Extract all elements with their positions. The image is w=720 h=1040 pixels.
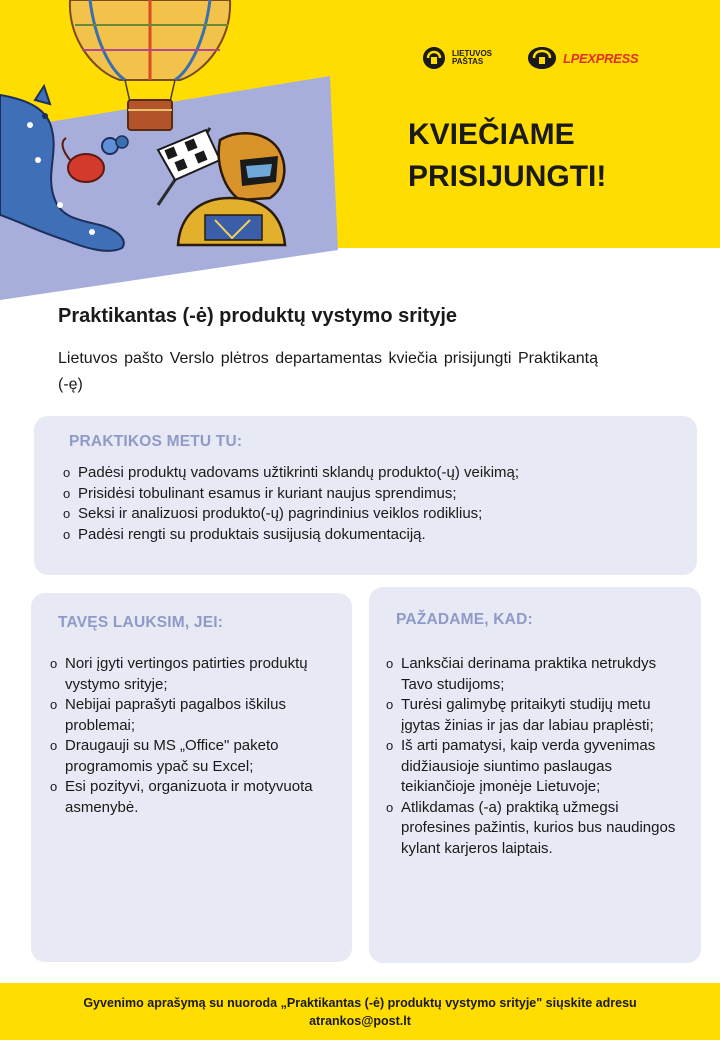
list-item: o Seksi ir analizuosi produkto(-ų) pagrindinius veiklos rodiklius;	[63, 504, 683, 525]
bullet-icon: o	[386, 697, 394, 712]
hero-banner	[0, 0, 720, 300]
list-item: o Nebijai paprašyti pagalbos iškilus problemai;	[50, 696, 286, 734]
bullet-icon: o	[386, 738, 394, 753]
logo-lietuvos-text: LIETUVOS	[452, 49, 493, 58]
bullet-icon: o	[63, 465, 71, 480]
logo-pastas-text: PAŠTAS	[452, 57, 484, 66]
logo-express-text: EXPRESS	[579, 50, 639, 66]
bullet-icon: o	[63, 526, 71, 542]
promises-heading: PAŽADAME, KAD:	[396, 611, 533, 628]
during-internship-card	[34, 416, 697, 575]
headline-line-1: KVIEČIAME	[408, 118, 575, 151]
promises-card	[369, 587, 701, 963]
list-item: o Esi pozityvi, organizuota ir motyvuota asmenybė.	[50, 778, 313, 816]
footer-apply-info	[0, 983, 720, 1040]
bullet-icon: o	[63, 485, 71, 501]
requirements-heading: TAVĘS LAUKSIM, JEI:	[58, 614, 224, 631]
job-title: Praktikantas (-ė) produktų vystymo srityje	[58, 305, 458, 327]
lp-express-logo	[524, 44, 638, 72]
list-item: o Turėsi galimybę pritaikyti studijų metu įgytas žinias ir jas dar labiau praplėsti;	[386, 696, 654, 734]
bullet-icon: o	[386, 656, 394, 671]
post-horn-icon	[420, 45, 448, 71]
requirements-list	[50, 654, 340, 818]
brand-logos	[420, 44, 650, 72]
logo-lp-text: LP	[563, 50, 580, 66]
headline	[408, 114, 708, 198]
lp-express-swoosh-icon	[524, 45, 560, 71]
bullet-icon: o	[50, 738, 58, 753]
promises-list	[386, 654, 686, 859]
headline-line-2: PRISIJUNGTI!	[408, 160, 607, 193]
footer-email-link[interactable]: atrankos@post.lt	[309, 1013, 411, 1028]
list-item: o Iš arti pamatysi, kaip verda gyvenimas didžiausioje siuntimo paslaugas teikiančioje įmonėje Lietuvoje;	[386, 737, 656, 795]
bullet-icon: o	[63, 506, 71, 521]
requirements-card	[31, 593, 352, 962]
bullet-icon: o	[386, 799, 394, 815]
bullet-icon: o	[50, 779, 58, 794]
job-intro: Lietuvos pašto Verslo plėtros departamentas kviečia prisijungti Praktikantą (-ę)	[58, 350, 598, 393]
list-item: o Draugauji su MS „Office" paketo programomis ypač su Excel;	[50, 737, 279, 775]
hero-illustration	[0, 0, 340, 300]
list-item: o Atlikdamas (-a) praktiką užmegsi profesines pažintis, kurios bus naudingos kylant karjeros laiptais.	[386, 798, 676, 857]
bullet-icon: o	[50, 656, 58, 671]
list-item: o Padėsi rengti su produktais susijusią dokumentaciją.	[63, 525, 683, 546]
footer-instructions: Gyvenimo aprašymą su nuoroda „Praktikantas (-ė) produktų vystymo srityje" siųskite adresu	[83, 995, 637, 1010]
bullet-icon: o	[50, 697, 58, 712]
during-internship-heading: PRAKTIKOS METU TU:	[69, 433, 243, 450]
list-item: o Prisidėsi tobulinant esamus ir kuriant naujus sprendimus;	[63, 484, 683, 505]
list-item: o Nori įgyti vertingos patirties produktų vystymo srityje;	[50, 655, 308, 693]
lietuvos-pastas-logo	[420, 44, 492, 72]
list-item: o Padėsi produktų vadovams užtikrinti sklandų produkto(-ų) veikimą;	[63, 463, 683, 484]
list-item: o Lanksčiai derinama praktika netrukdys Tavo studijoms;	[386, 655, 657, 693]
during-internship-list	[63, 463, 683, 545]
